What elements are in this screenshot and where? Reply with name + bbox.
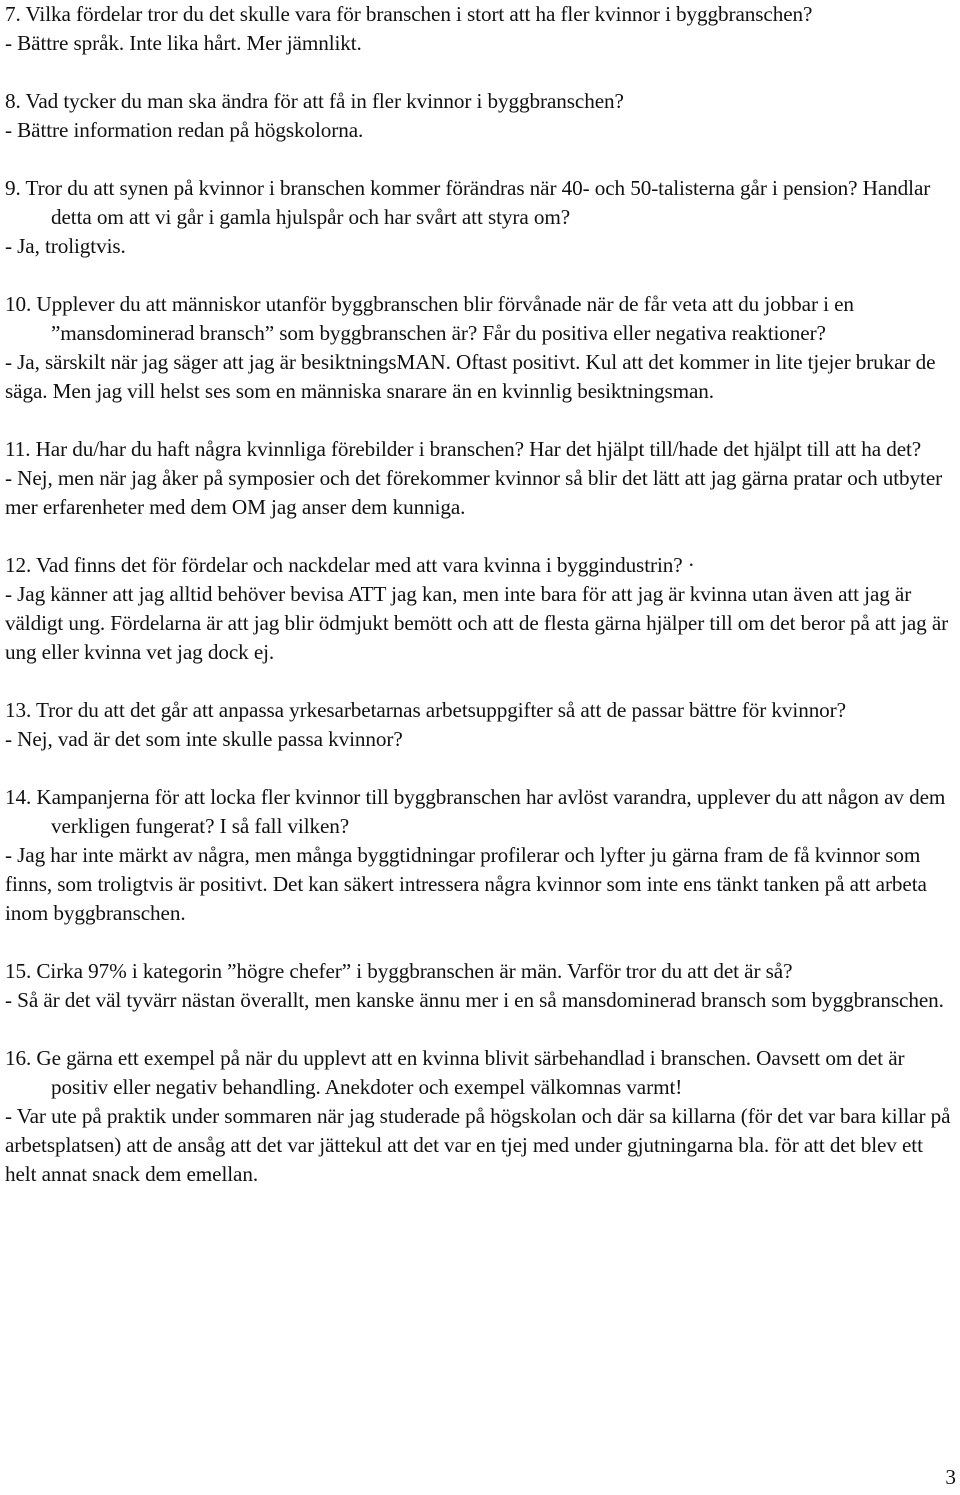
document-page bbox=[5, 0, 957, 1218]
question-11: 11. Har du/har du haft några kvinnliga förebilder i branschen? Har det hjälpt till/hade det hjälpt till att ha det? bbox=[5, 437, 922, 461]
answer-8: - Bättre information redan på högskolorna. bbox=[5, 118, 364, 142]
answer-10: - Ja, särskilt när jag säger att jag är besiktningsMAN. Oftast positivt. Kul att det kommer in lite tjejer brukar de säga. Men jag vill helst ses som en människa snarare än en kvinnlig besiktningsman. bbox=[5, 350, 936, 403]
question-8: 8. Vad tycker du man ska ändra för att få in fler kvinnor i byggbranschen? bbox=[5, 89, 624, 113]
answer-12: - Jag känner att jag alltid behöver bevisa ATT jag kan, men inte bara för att jag är kvinna utan även att jag är väldigt ung. Fördelarna är att jag blir ödmjukt bemött och att de flesta gärna hjälper till om det beror på att jag är ung eller kvinna vet jag dock ej. bbox=[5, 582, 949, 664]
question-7: 7. Vilka fördelar tror du det skulle vara för branschen i stort att ha fler kvinnor i byggbranschen? bbox=[5, 2, 813, 26]
answer-13: - Nej, vad är det som inte skulle passa kvinnor? bbox=[5, 727, 403, 751]
qa-item-7 bbox=[5, 0, 957, 58]
question-15: 15. Cirka 97% i kategorin ”högre chefer” i byggbranschen är män. Varför tror du att det är så? bbox=[5, 959, 793, 983]
answer-14: - Jag har inte märkt av några, men många byggtidningar profilerar och lyfter ju gärna fram de få kvinnor som finns, som troligtvis är positivt. Det kan säkert intressera några kvinnor som inte ens tänkt tanken på att arbeta inom byggbranschen. bbox=[5, 843, 927, 925]
question-9: 9. Tror du att synen på kvinnor i branschen kommer förändras när 40- och 50-talisterna går i pension? Handlar detta om att vi går i gamla hjulspår och har svårt att styra om? bbox=[5, 176, 931, 229]
qa-item-10 bbox=[5, 290, 957, 406]
qa-item-12 bbox=[5, 551, 957, 667]
answer-7: - Bättre språk. Inte lika hårt. Mer jämnlikt. bbox=[5, 31, 362, 55]
page-number: 3 bbox=[945, 1465, 956, 1489]
qa-item-9 bbox=[5, 174, 957, 261]
answer-11: - Nej, men när jag åker på symposier och det förekommer kvinnor så blir det lätt att jag gärna pratar och utbyter mer erfarenheter med dem OM jag anser dem kunniga. bbox=[5, 466, 943, 519]
qa-item-13 bbox=[5, 696, 957, 754]
qa-item-8 bbox=[5, 87, 957, 145]
qa-item-16 bbox=[5, 1044, 957, 1189]
qa-item-14 bbox=[5, 783, 957, 928]
question-16: 16. Ge gärna ett exempel på när du upplevt att en kvinna blivit särbehandlad i branschen. Oavsett om det är positiv eller negativ behandling. Anekdoter och exempel välkomnas varmt! bbox=[5, 1046, 905, 1099]
question-12: 12. Vad finns det för fördelar och nackdelar med att vara kvinna i byggindustrin? · bbox=[5, 553, 695, 577]
answer-9: - Ja, troligtvis. bbox=[5, 234, 126, 258]
answer-16: - Var ute på praktik under sommaren när jag studerade på högskolan och där sa killarna (för det var bara killar på arbetsplatsen) att de ansåg att det var jättekul att det var en tjej med under gjutningarna bla. för att det blev ett helt annat snack dem emellan. bbox=[5, 1104, 951, 1186]
question-14: 14. Kampanjerna för att locka fler kvinnor till byggbranschen har avlöst varandra, upplever du att någon av dem verkligen fungerat? I så fall vilken? bbox=[5, 785, 946, 838]
qa-item-15 bbox=[5, 957, 957, 1015]
qa-item-11 bbox=[5, 435, 957, 522]
answer-15: - Så är det väl tyvärr nästan överallt, men kanske ännu mer i en så mansdominerad bransch som byggbranschen. bbox=[5, 988, 944, 1012]
question-10: 10. Upplever du att människor utanför byggbranschen blir förvånade när de får veta att du jobbar i en ”mansdominerad bransch” som byggbranschen är? Får du positiva eller negativa reaktioner? bbox=[5, 292, 854, 345]
question-13: 13. Tror du att det går att anpassa yrkesarbetarnas arbetsuppgifter så att de passar bättre för kvinnor? bbox=[5, 698, 846, 722]
